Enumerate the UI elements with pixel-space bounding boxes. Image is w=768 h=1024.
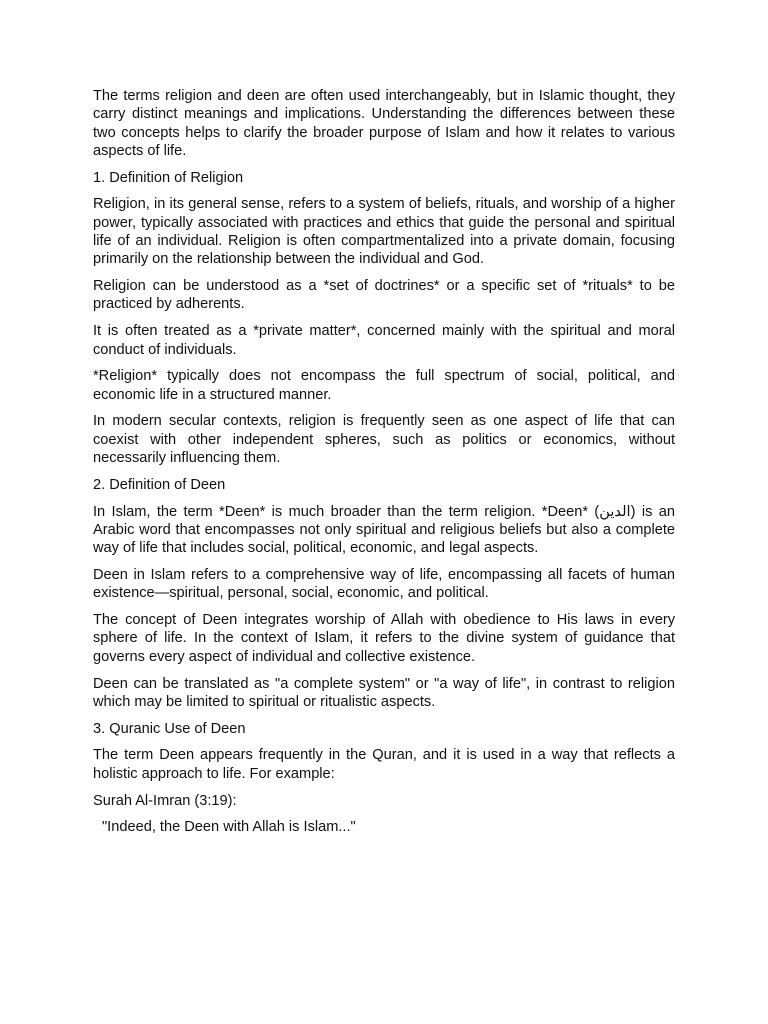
paragraph-religion-secular: In modern secular contexts, religion is frequently seen as one aspect of life that can coexist with other independent spheres, such as politics or economics, without necessarily influencing them. [93,413,675,467]
section-heading-quranic-use: 3. Quranic Use of Deen [93,720,246,737]
section-heading-deen: 2. Definition of Deen [93,476,226,493]
paragraph-religion-definition: Religion, in its general sense, refers to a system of beliefs, rituals, and worship of a higher power, typically associated with practices and ethics that guide the personal and spiritual life of an individual. Religion is often compartmentalized into a private domain, focusing primarily on the relationship between the individual and God. [93,196,675,268]
paragraph-quranic-use: The term Deen appears frequently in the Quran, and it is used in a way that reflects a holistic approach to life. For example: [93,747,675,782]
paragraph-deen-worship: The concept of Deen integrates worship of Allah with obedience to His laws in every sphere of life. In the context of Islam, it refers to the divine system of guidance that governs every aspect of individual and collective existence. [93,612,675,665]
paragraph-deen-definition: In Islam, the term *Deen* is much broader than the term religion. *Deen* (الدين) is an Arabic word that encompasses not only spiritual and religious beliefs but also a complete way of life that includes social, political, economic, and legal aspects. [93,503,675,557]
document-page [93,87,675,845]
paragraph-deen-translation: Deen can be translated as "a complete system" or "a way of life", in contrast to religion which may be limited to spiritual or ritualistic aspects. [93,675,675,710]
surah-reference: Surah Al-Imran (3:19): [93,792,237,809]
intro-paragraph: The terms religion and deen are often used interchangeably, but in Islamic thought, they carry distinct meanings and implications. Understanding the differences between these two concepts helps to clarify the broader purpose of Islam and how it relates to various aspects of life. [93,88,675,159]
quran-quote: "Indeed, the Deen with Allah is Islam..." [102,819,356,836]
paragraph-deen-comprehensive: Deen in Islam refers to a comprehensive way of life, encompassing all facets of human existence—spiritual, personal, social, economic, and political. [93,567,675,602]
paragraph-religion-doctrines: Religion can be understood as a *set of doctrines* or a specific set of *rituals* to be practiced by adherents. [93,278,675,313]
paragraph-religion-private: It is often treated as a *private matter*, concerned mainly with the spiritual and moral conduct of individuals. [93,323,675,358]
paragraph-religion-scope: *Religion* typically does not encompass the full spectrum of social, political, and economic life in a structured manner. [93,368,675,403]
section-heading-religion: 1. Definition of Religion [93,169,244,186]
